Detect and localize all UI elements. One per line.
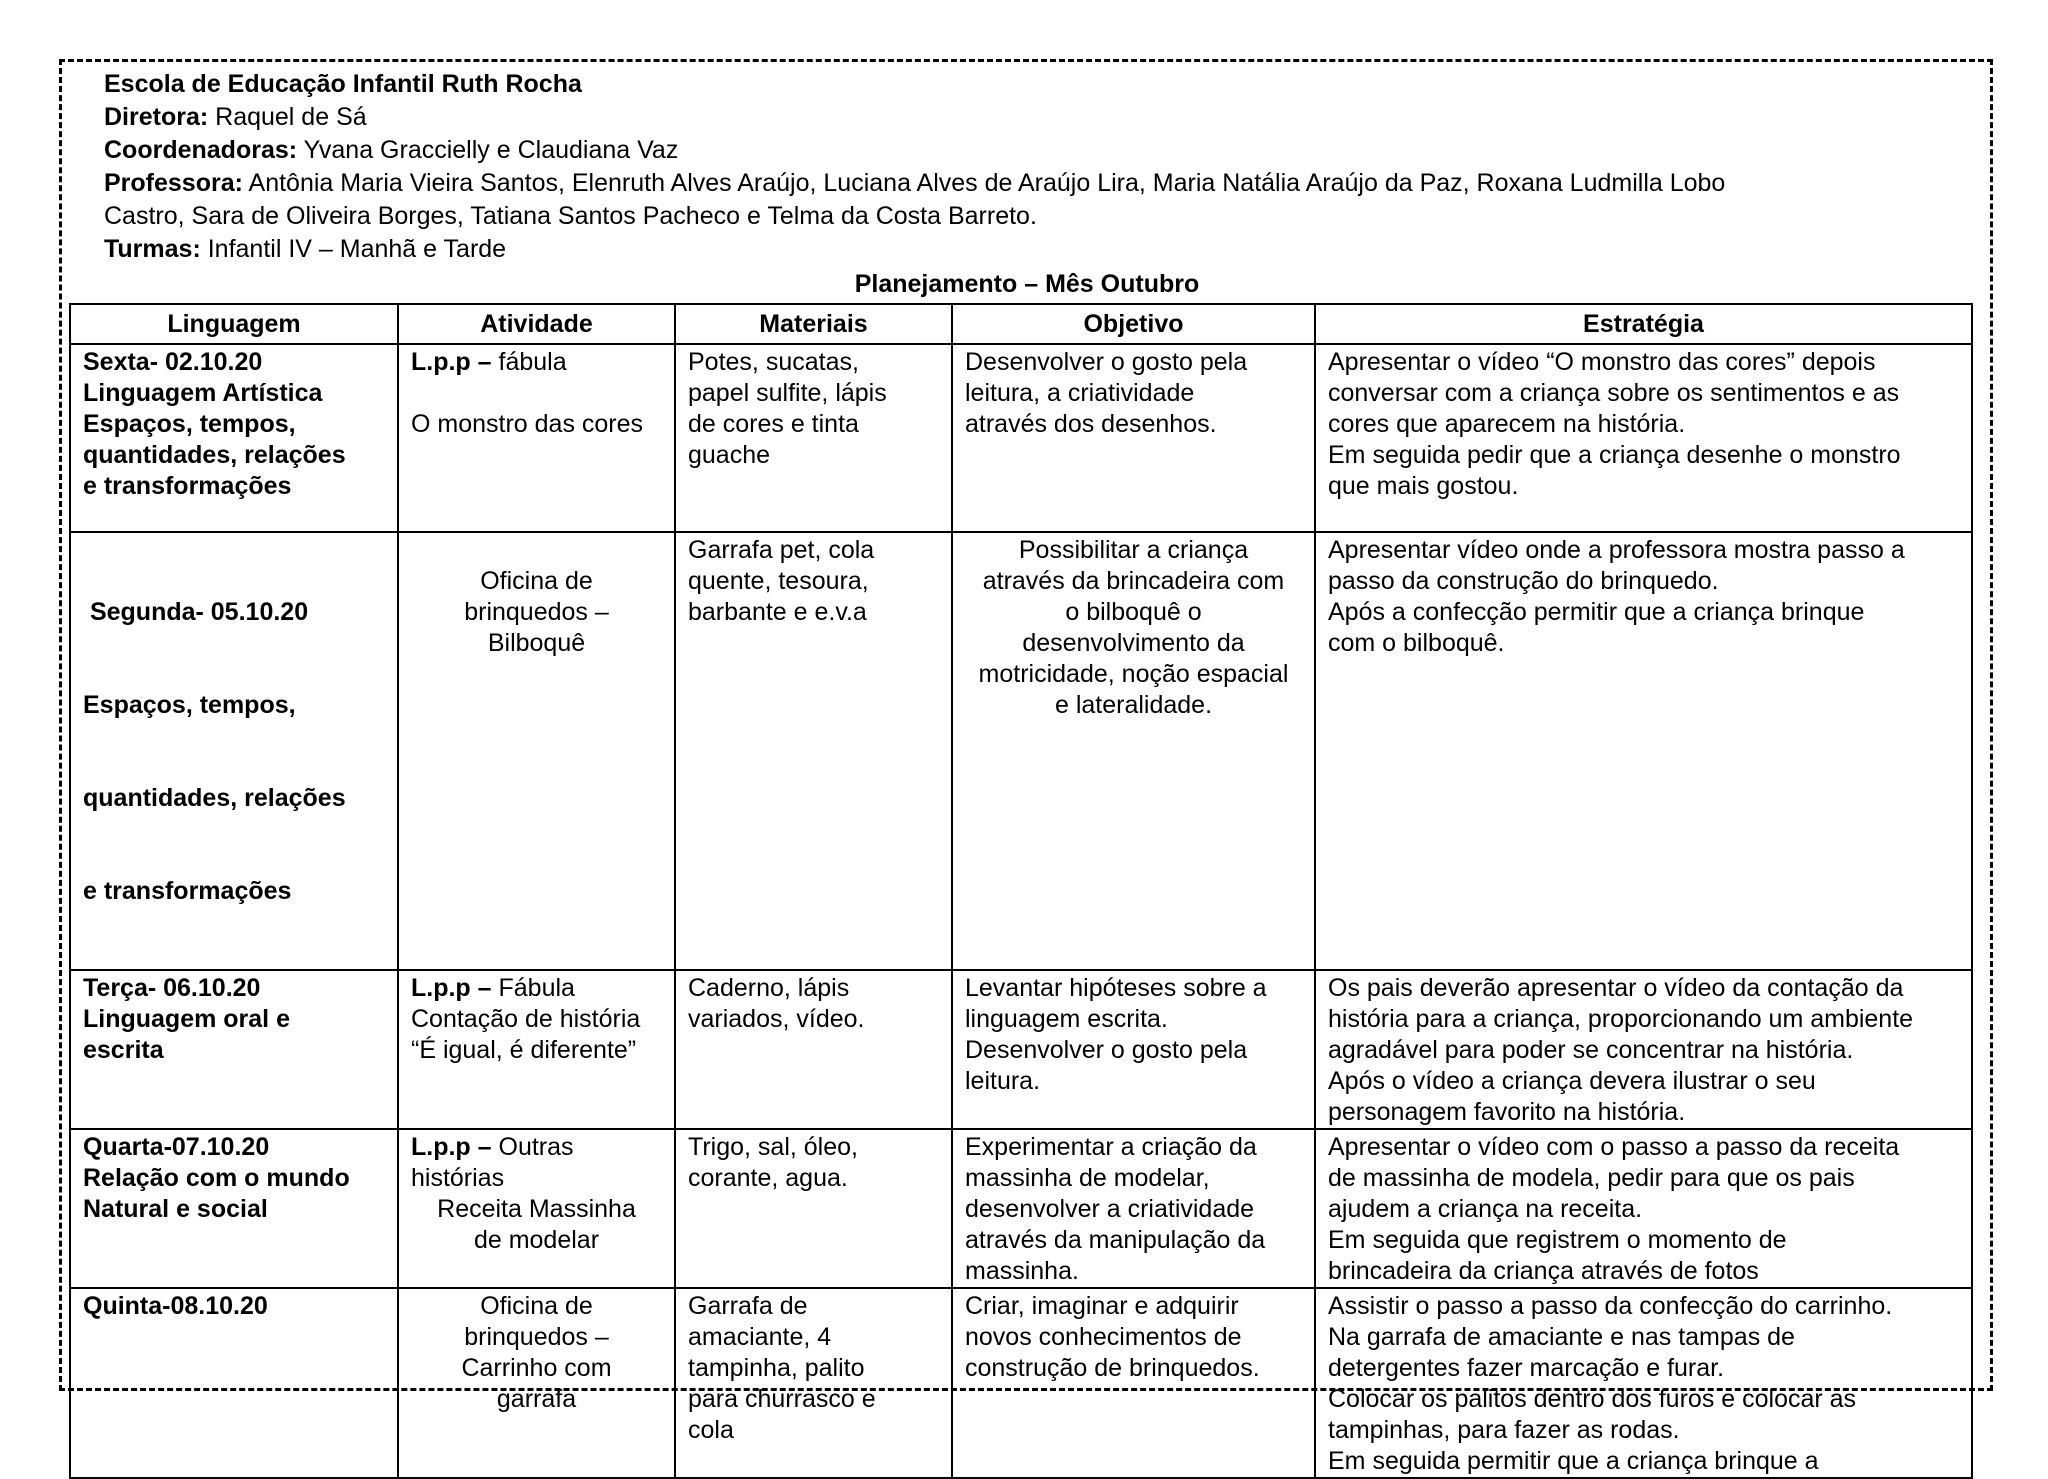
- column-header-atividade: Atividade: [398, 304, 675, 344]
- cell-line: de modelar: [473, 1226, 600, 1254]
- cell-line: Quinta-08.10.20: [83, 1292, 268, 1320]
- cell-materiais: [675, 532, 952, 970]
- teachers-label: Professora:: [104, 169, 243, 197]
- cell-line: Criar, imaginar e adquirir: [965, 1292, 1239, 1320]
- cell-line: Após o vídeo a criança devera ilustrar o seu: [1328, 1067, 1816, 1095]
- cell-line: história para a criança, proporcionando um ambiente: [1328, 1005, 1914, 1033]
- cell-line: guache: [688, 441, 771, 469]
- cell-line: motricidade, noção espacial: [978, 660, 1289, 688]
- cell-line: Em seguida que registrem o momento de: [1328, 1226, 1787, 1254]
- document-header: [104, 68, 1964, 266]
- cell-objetivo: [952, 1129, 1315, 1288]
- cell-line: passo da construção do brinquedo.: [1328, 567, 1719, 595]
- cell-line: Apresentar o vídeo com o passo a passo da receita: [1328, 1133, 1900, 1161]
- cell-line: desenvolver a criatividade: [965, 1195, 1255, 1223]
- cell-line: Após a confecção permitir que a criança brinque: [1328, 598, 1865, 626]
- teachers-names-line2: Castro, Sara de Oliveira Borges, Tatiana Santos Pacheco e Telma da Costa Barreto.: [104, 202, 1037, 230]
- cell-line: leitura, a criatividade: [965, 379, 1195, 407]
- cell-line: através dos desenhos.: [965, 410, 1217, 438]
- cell-objetivo: [952, 532, 1315, 970]
- cell-estrategia: [1315, 344, 1972, 532]
- cell-line: Terça- 06.10.20: [83, 974, 261, 1002]
- cell-objetivo: [952, 344, 1315, 532]
- cell-line: Desenvolver o gosto pela: [965, 1036, 1248, 1064]
- table-row: [70, 344, 1972, 532]
- cell-line: agradável para poder se concentrar na história.: [1328, 1036, 1854, 1064]
- cell-estrategia: [1315, 970, 1972, 1129]
- cell-line: Linguagem oral e: [83, 1005, 290, 1033]
- cell-line: brinquedos –: [464, 1323, 609, 1351]
- cell-line: cola: [688, 1416, 734, 1444]
- cell-atividade: [398, 532, 675, 970]
- cell-atividade: [398, 1129, 675, 1288]
- cell-line: ajudem a criança na receita.: [1328, 1195, 1643, 1223]
- activity-type: fábula: [491, 348, 567, 376]
- cell-line: Experimentar a criação da: [965, 1133, 1257, 1161]
- cell-line: amaciante, 4: [688, 1323, 832, 1351]
- cell-line: histórias: [411, 1164, 505, 1192]
- cell-estrategia: [1315, 532, 1972, 970]
- cell-line: personagem favorito na história.: [1328, 1098, 1686, 1126]
- coordinators-names: Yvana Graccielly e Claudiana Vaz: [303, 136, 679, 164]
- table-row: [70, 1288, 1972, 1478]
- cell-line: Linguagem Artística: [83, 379, 323, 407]
- cell-line: o bilboquê o: [1065, 598, 1202, 626]
- cell-linguagem: [70, 1288, 398, 1478]
- cell-line: e lateralidade.: [1054, 691, 1213, 719]
- cell-line: Caderno, lápis: [688, 974, 850, 1002]
- table-row: [70, 970, 1972, 1129]
- cell-line: brincadeira da criança através de fotos: [1328, 1257, 1759, 1285]
- school-name: Escola de Educação Infantil Ruth Rocha: [104, 70, 582, 98]
- cell-line: Potes, sucatas,: [688, 348, 859, 376]
- cell-line: [411, 1132, 662, 1163]
- cell-line: Garrafa pet, cola: [688, 536, 875, 564]
- activity-code: L.p.p –: [411, 1133, 492, 1161]
- cell-linguagem: [70, 970, 398, 1129]
- cell-line: Assistir o passo a passo da confecção do carrinho.: [1328, 1292, 1893, 1320]
- cell-line: Desenvolver o gosto pela: [965, 348, 1248, 376]
- director-label: Diretora:: [104, 103, 209, 131]
- director-name: Raquel de Sá: [215, 103, 367, 131]
- cell-line: Garrafa de: [688, 1292, 808, 1320]
- cell-linguagem: [70, 1129, 398, 1288]
- cell-line: quente, tesoura,: [688, 567, 869, 595]
- cell-line: para churrasco e: [688, 1385, 876, 1413]
- cell-estrategia: [1315, 1129, 1972, 1288]
- cell-line: tampinhas, para fazer as rodas.: [1328, 1416, 1680, 1444]
- cell-atividade: [398, 1288, 675, 1478]
- cell-line: construção de brinquedos.: [965, 1354, 1260, 1382]
- cell-line: papel sulfite, lápis: [688, 379, 887, 407]
- cell-line: desenvolvimento da: [1022, 629, 1245, 657]
- cell-materiais: [675, 1288, 952, 1478]
- cell-line: de cores e tinta: [688, 410, 859, 438]
- cell-line: massinha.: [965, 1257, 1079, 1285]
- cell-line: quantidades, relações: [83, 441, 346, 469]
- cell-line: através da manipulação da: [965, 1226, 1266, 1254]
- cell-line: Oficina de: [480, 1292, 593, 1320]
- coordinators-label: Coordenadoras:: [104, 136, 298, 164]
- classes-label: Turmas:: [104, 235, 201, 263]
- column-header-objetivo: Objetivo: [952, 304, 1315, 344]
- cell-materiais: [675, 344, 952, 532]
- activity-type: Outras: [491, 1133, 574, 1161]
- cell-line: Na garrafa de amaciante e nas tampas de: [1328, 1323, 1795, 1351]
- cell-line: [411, 973, 662, 1004]
- cell-line: variados, vídeo.: [688, 1005, 865, 1033]
- cell-line: corante, agua.: [688, 1164, 848, 1192]
- cell-line: leitura.: [965, 1067, 1041, 1095]
- cell-line: Receita Massinha: [437, 1195, 636, 1223]
- activity-code: L.p.p –: [411, 974, 492, 1002]
- cell-line: Apresentar vídeo onde a professora mostra passo a: [1328, 536, 1905, 564]
- column-header-linguagem: Linguagem: [70, 304, 398, 344]
- cell-line: Contação de história: [411, 1005, 641, 1033]
- cell-line: Em seguida pedir que a criança desenhe o monstro: [1328, 441, 1901, 469]
- cell-line: Apresentar o vídeo “O monstro das cores” depois: [1328, 348, 1876, 376]
- cell-line: Possibilitar a criança: [1018, 536, 1249, 564]
- cell-atividade: [398, 344, 675, 532]
- cell-line: e transformações: [83, 877, 292, 905]
- spacer: [411, 535, 662, 566]
- cell-line: detergentes fazer marcação e furar.: [1328, 1354, 1725, 1382]
- cell-line: O monstro das cores: [411, 410, 644, 438]
- cell-line: Trigo, sal, óleo,: [688, 1133, 858, 1161]
- cell-atividade: [398, 970, 675, 1129]
- cell-line: de massinha de modela, pedir para que os pais: [1328, 1164, 1855, 1192]
- classes-value: Infantil IV – Manhã e Tarde: [207, 235, 507, 263]
- cell-linguagem: [70, 344, 398, 532]
- cell-line: Quarta-07.10.20: [83, 1133, 270, 1161]
- cell-line: brinquedos –: [464, 598, 609, 626]
- cell-materiais: [675, 1129, 952, 1288]
- cell-line: cores que aparecem na história.: [1328, 410, 1686, 438]
- cell-line: garrafa: [496, 1385, 577, 1413]
- cell-line: Espaços, tempos,: [83, 410, 296, 438]
- cell-line: Carrinho com: [461, 1354, 612, 1382]
- spacer: [411, 378, 662, 409]
- column-header-materiais: Materiais: [675, 304, 952, 344]
- cell-line: linguagem escrita.: [965, 1005, 1168, 1033]
- table-row: [70, 532, 1972, 970]
- cell-line: “É igual, é diferente”: [411, 1036, 637, 1064]
- cell-line: Bilboquê: [487, 629, 586, 657]
- cell-objetivo: [952, 1288, 1315, 1478]
- cell-line: Os pais deverão apresentar o vídeo da contação da: [1328, 974, 1904, 1002]
- cell-line: através da brincadeira com: [982, 567, 1285, 595]
- cell-line: Espaços, tempos,: [83, 691, 296, 719]
- cell-line: Segunda- 05.10.20: [83, 598, 309, 626]
- cell-materiais: [675, 970, 952, 1129]
- activity-type: Fábula: [491, 974, 575, 1002]
- cell-line: Em seguida permitir que a criança brinque a: [1328, 1447, 1819, 1475]
- plan-title: Planejamento – Mês Outubro: [854, 270, 1200, 298]
- cell-line: novos conhecimentos de: [965, 1323, 1242, 1351]
- table-header-row: [70, 304, 1972, 344]
- cell-line: que mais gostou.: [1328, 472, 1519, 500]
- cell-line: escrita: [83, 1036, 164, 1064]
- planning-table: [69, 303, 1973, 1479]
- cell-line: Colocar os palitos dentro dos furos e colocar as: [1328, 1385, 1857, 1413]
- cell-line: Natural e social: [83, 1195, 268, 1223]
- cell-linguagem: [70, 532, 398, 970]
- teachers-names-line1: Antônia Maria Vieira Santos, Elenruth Alves Araújo, Luciana Alves de Araújo Lira, Maria Natália Araújo da Paz, Roxana Ludmilla Lobo: [248, 169, 1726, 197]
- cell-line: Sexta- 02.10.20: [83, 348, 263, 376]
- cell-line: Oficina de: [480, 567, 593, 595]
- table-row: [70, 1129, 1972, 1288]
- activity-code: L.p.p –: [411, 348, 492, 376]
- cell-line: Relação com o mundo: [83, 1164, 350, 1192]
- cell-line: e transformações: [83, 472, 292, 500]
- cell-line: quantidades, relações: [83, 784, 346, 812]
- cell-line: [411, 347, 662, 378]
- cell-line: massinha de modelar,: [965, 1164, 1210, 1192]
- cell-objetivo: [952, 970, 1315, 1129]
- cell-line: tampinha, palito: [688, 1354, 865, 1382]
- cell-estrategia: [1315, 1288, 1972, 1478]
- cell-line: Levantar hipóteses sobre a: [965, 974, 1267, 1002]
- cell-line: barbante e e.v.a: [688, 598, 867, 626]
- cell-line: com o bilboquê.: [1328, 629, 1505, 657]
- cell-line: conversar com a criança sobre os sentimentos e as: [1328, 379, 1900, 407]
- column-header-estrategia: Estratégia: [1315, 304, 1972, 344]
